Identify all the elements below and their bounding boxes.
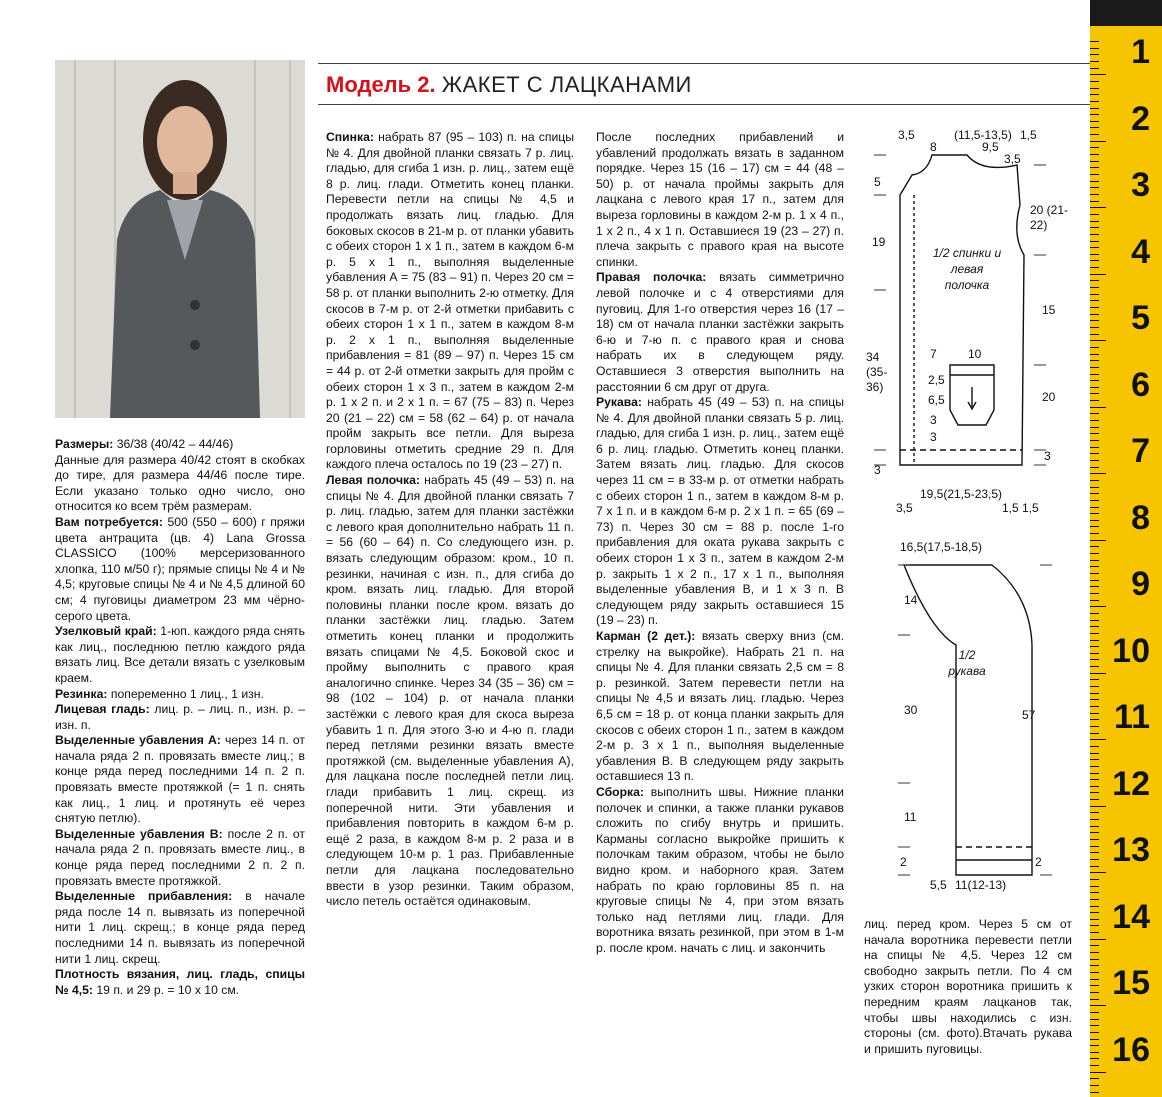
ruler-tick bbox=[1090, 806, 1106, 807]
ruler-tick bbox=[1090, 127, 1099, 128]
paragraph-heading: Вам потребуется: bbox=[55, 514, 163, 529]
ruler-tick bbox=[1090, 440, 1099, 441]
column-1 bbox=[55, 437, 305, 998]
ruler-number: 13 bbox=[1112, 831, 1150, 869]
ruler-tick bbox=[1090, 686, 1099, 687]
col1-paragraph bbox=[55, 702, 305, 733]
col1-paragraph bbox=[55, 967, 305, 998]
body-pattern-diagram bbox=[862, 125, 1082, 525]
ruler-tick bbox=[1090, 919, 1099, 920]
ruler-tick bbox=[1090, 906, 1099, 907]
ruler-tick bbox=[1090, 886, 1099, 887]
ruler-tick bbox=[1090, 161, 1099, 162]
ruler-tick bbox=[1090, 699, 1099, 700]
ruler-tick bbox=[1090, 832, 1099, 833]
schema-body-label: 1/2 спинки и левая полочка bbox=[932, 246, 1002, 292]
measuring-ruler bbox=[1090, 0, 1162, 1097]
col3-paragraph bbox=[596, 785, 844, 957]
ruler-tick bbox=[1090, 753, 1099, 754]
dim-pocket-2: 10 bbox=[968, 347, 982, 361]
ruler-tick bbox=[1090, 174, 1099, 175]
dim-left-4: 3 bbox=[874, 463, 881, 477]
ruler-tick bbox=[1090, 640, 1099, 641]
paragraph-heading: Выделенные прибавления: bbox=[55, 889, 233, 904]
ruler-number: 5 bbox=[1131, 299, 1150, 337]
sleeve-pattern-diagram bbox=[880, 535, 1080, 900]
ruler-number: 1 bbox=[1131, 33, 1150, 71]
sleeve-dim-top: 16,5(17,5-18,5) bbox=[900, 540, 983, 554]
ruler-tick bbox=[1090, 580, 1099, 581]
sleeve-dim-left-4: 2 bbox=[900, 855, 907, 869]
col3-paragraph bbox=[596, 130, 844, 270]
ruler-tick bbox=[1090, 181, 1099, 182]
ruler-tick bbox=[1090, 739, 1106, 740]
ruler-tick bbox=[1090, 786, 1099, 787]
ruler-tick bbox=[1090, 733, 1099, 734]
ruler-tick bbox=[1090, 1058, 1099, 1059]
ruler-tick bbox=[1090, 88, 1099, 89]
ruler-tick bbox=[1090, 673, 1106, 674]
ruler-tick bbox=[1090, 108, 1099, 109]
ruler-tick bbox=[1090, 447, 1099, 448]
ruler-tick bbox=[1090, 666, 1099, 667]
ruler-tick bbox=[1090, 912, 1099, 913]
col3-paragraph bbox=[596, 395, 844, 629]
ruler-tick bbox=[1090, 234, 1099, 235]
ruler-tick bbox=[1090, 221, 1099, 222]
ruler-tick bbox=[1090, 68, 1099, 69]
ruler-tick bbox=[1090, 294, 1099, 295]
paragraph-text: вязать симметрично левой полочке и с 4 отверстиями для пуговиц. Для 1-го отверстия через 16 (17 – 18) см от начала планки застёжки закрыть 6-ю и 7-ю п. с правого края и снова набрать их в следующем ряду. Оставшиеся 3 отверстия выполнить на расстоянии 6 см друг от друга. bbox=[596, 270, 844, 394]
col4-paragraph bbox=[864, 917, 1072, 1057]
ruler-tick bbox=[1090, 241, 1099, 242]
ruler-tick bbox=[1090, 247, 1099, 248]
ruler-tick bbox=[1090, 713, 1099, 714]
paragraph-heading: Резинка: bbox=[55, 686, 108, 701]
ruler-tick bbox=[1090, 866, 1099, 867]
sleeve-dim-left-2: 30 bbox=[904, 703, 918, 717]
ruler-tick bbox=[1090, 507, 1099, 508]
col2-paragraph bbox=[326, 473, 574, 910]
ruler-tick bbox=[1090, 94, 1099, 95]
sleeve-dim-bottom-2: 11(12-13) bbox=[955, 878, 1007, 892]
ruler-tick bbox=[1090, 1072, 1106, 1073]
ruler-tick bbox=[1090, 646, 1099, 647]
ruler-tick bbox=[1090, 340, 1106, 341]
ruler-tick bbox=[1090, 513, 1099, 514]
ruler-tick bbox=[1090, 400, 1099, 401]
ruler-tick bbox=[1090, 979, 1099, 980]
ruler-number: 9 bbox=[1131, 565, 1150, 603]
ruler-tick bbox=[1090, 387, 1099, 388]
ruler-tick bbox=[1090, 566, 1099, 567]
dim-pocket-1: 7 bbox=[930, 347, 937, 361]
ruler-tick bbox=[1090, 61, 1099, 62]
ruler-tick bbox=[1090, 965, 1099, 966]
ruler-tick bbox=[1090, 380, 1099, 381]
ruler-tick bbox=[1090, 872, 1106, 873]
paragraph-text: После последних прибавлений и убавлений продолжать вязать в заданном порядке. Через 15 (16 – 17) см = 44 (48 – 50) р. от начала проймы закрыть для лацкана с левого края 17 п., затем для выреза горловины в каждом 2-м р. 1 х 4 п., 1 х 2 п., 4 х 1 п. Оставшиеся 19 (23 – 27) п. плеча закрыть с правого края на высоте спинки. bbox=[596, 130, 844, 269]
ruler-tick bbox=[1090, 121, 1099, 122]
column-4 bbox=[864, 917, 1072, 1057]
dim-pocket-5: 3 bbox=[930, 413, 937, 427]
ruler-top-cap bbox=[1090, 0, 1162, 26]
ruler-tick bbox=[1090, 633, 1099, 634]
ruler-tick bbox=[1090, 1019, 1099, 1020]
ruler-tick bbox=[1090, 267, 1099, 268]
dim-bottom-3: 1,5 bbox=[1002, 501, 1019, 515]
col1-paragraph bbox=[55, 453, 305, 515]
title-rule-top bbox=[318, 63, 1090, 64]
ruler-tick bbox=[1090, 54, 1099, 55]
paragraph-heading: Выделенные убавления В: bbox=[55, 826, 223, 841]
column-2 bbox=[326, 130, 574, 910]
ruler-tick bbox=[1090, 374, 1099, 375]
ruler-tick bbox=[1090, 500, 1099, 501]
ruler-tick bbox=[1090, 280, 1099, 281]
col1-paragraph bbox=[55, 889, 305, 967]
paragraph-heading: Спинка: bbox=[326, 130, 374, 144]
paragraph-text: лиц. р. – лиц. п., изн. р. – изн. п. bbox=[55, 702, 305, 732]
ruler-tick bbox=[1090, 999, 1099, 1000]
ruler-number: 2 bbox=[1131, 99, 1150, 138]
ruler-number: 7 bbox=[1131, 432, 1150, 470]
paragraph-text: вязать сверху вниз (см. стрелку на выкройке). Набрать 21 п. на спицы № 4. Для планки связать 2,5 см = 8 р. резинкой. Затем перевести петли на спицы № 4,5 и вязать лиц. гладью. Через 6,5 см = 18 р. от конца планки закрыть для скосов с обеих сторон 1 п., затем в каждом 2-м р. 3 х 1 п., выполняя выделенные убавления В. В следующем ряду закрыть оставшиеся 13 п. bbox=[596, 629, 844, 784]
ruler-tick bbox=[1090, 81, 1099, 82]
ruler-tick bbox=[1090, 766, 1099, 767]
ruler-number: 14 bbox=[1112, 897, 1150, 936]
ruler-tick bbox=[1090, 613, 1099, 614]
article-title bbox=[326, 72, 692, 98]
ruler-number: 4 bbox=[1131, 232, 1150, 271]
ruler-tick bbox=[1090, 859, 1099, 860]
sleeve-dim-left-3: 11 bbox=[904, 810, 917, 824]
paragraph-text: после 2 п. от начала ряда 2 п. провязать вместе лиц., в конце ряда перед последними 2 п. 2 п. провязать вместе протяжкой. bbox=[55, 826, 305, 888]
ruler-tick bbox=[1090, 327, 1099, 328]
ruler-tick bbox=[1090, 932, 1099, 933]
ruler-tick bbox=[1090, 1052, 1099, 1053]
ruler-tick bbox=[1090, 287, 1099, 288]
ruler-tick bbox=[1090, 307, 1099, 308]
paragraph-heading: Узелковый край: bbox=[55, 624, 157, 639]
column-3 bbox=[596, 130, 844, 956]
sleeve-dim-right-1: 57 bbox=[1022, 708, 1036, 722]
ruler-tick bbox=[1090, 779, 1099, 780]
ruler-tick bbox=[1090, 533, 1099, 534]
ruler-tick bbox=[1090, 114, 1099, 115]
paragraph-heading: Карман (2 дет.): bbox=[596, 629, 696, 643]
col1-paragraph bbox=[55, 437, 305, 453]
dim-top-3: (11,5-13,5) bbox=[954, 128, 1012, 142]
ruler-tick bbox=[1090, 959, 1099, 960]
ruler-tick bbox=[1090, 48, 1099, 49]
paragraph-text: набрать 45 (49 – 53) п. на спицы № 4. Для двойной планки связать 7 р. лиц. гладью, затем для планки застёжки с левого края дополнительно набрать 11 п. = 56 (60 – 64) п. Со следующего изн. р. вязать следующим образом: кром., 10 п. резинки, начиная с изн. п., для сгиба до кром. вязать лиц. гладью. Для второй половины планки после кром. вязать до планки застёжки лиц. гладью. Затем отметить конец планки и продолжить вязать спицами № 4,5. Боковой скос и пройму выполнить с правого края аналогично спинке. Через 34 (35 – 36) см = 98 (102 – 104) р. от начала планки застёжки с левого края для скоса выреза убавить 1 п. Для этого 3-ю и 4-ю п. глади перед петлями резинки вязать вместе протяжкой (см. выделенные убавления А), для лацкана после последней петли лиц. глади прибавить 1 лиц. скрещ. из поперечной нити. Эти убавления и прибавления повторить в каждом 6-м р. ещё 2 раза, в каждом 8-м р. 2 раза и в следующем 10-м р. 1 раз. Прибавленные петли для лацкана последовательно ввести в узор резинки. Таким образом, число петель остаётся одинаковым. bbox=[326, 473, 574, 909]
ruler-tick bbox=[1090, 300, 1099, 301]
ruler-tick bbox=[1090, 147, 1099, 148]
ruler-tick bbox=[1090, 546, 1099, 547]
ruler-tick bbox=[1090, 1005, 1106, 1006]
paragraph-text: Данные для размера 40/42 стоят в скобках до тире, для размера 44/46 после тире. Если указано только одно число, оно относится ко всем трём размерам. bbox=[55, 452, 305, 514]
dim-right-2: 15 bbox=[1042, 303, 1056, 317]
paragraph-text: выполнить швы. Нижние планки полочек и спинки, а также планки рукавов сложить по сгибу внутрь и пришить. Карманы согласно выкройке пришить к полочкам таким образом, чтобы не было видно кром. и наборного края. Затем набрать по краю горловины 85 п. на круговые спицы № 4, при этом вязать только над петлями лиц. глади. Для воротника вязать резинкой, при этом в 1-м р. после кром. начать с лиц. и закончить bbox=[596, 784, 844, 955]
ruler-tick bbox=[1090, 480, 1099, 481]
ruler-tick bbox=[1090, 560, 1099, 561]
ruler-tick bbox=[1090, 1085, 1099, 1086]
ruler-tick bbox=[1090, 659, 1099, 660]
ruler-tick bbox=[1090, 334, 1099, 335]
ruler-tick bbox=[1090, 706, 1099, 707]
ruler-number: 8 bbox=[1131, 498, 1150, 537]
ruler-tick bbox=[1090, 467, 1099, 468]
ruler-number: 6 bbox=[1131, 365, 1150, 404]
ruler-tick bbox=[1090, 167, 1099, 168]
ruler-tick bbox=[1090, 520, 1099, 521]
ruler-tick bbox=[1090, 773, 1099, 774]
ruler-tick bbox=[1090, 553, 1099, 554]
ruler-tick bbox=[1090, 320, 1099, 321]
ruler-tick bbox=[1090, 360, 1099, 361]
dim-right-1: 20 (21-22) bbox=[1030, 203, 1069, 232]
ruler-tick bbox=[1090, 653, 1099, 654]
sleeve-dim-right-2: 2 bbox=[1035, 855, 1042, 869]
ruler-tick bbox=[1090, 407, 1106, 408]
dim-pocket-4: 6,5 bbox=[928, 393, 945, 407]
ruler-tick bbox=[1090, 746, 1099, 747]
col1-paragraph bbox=[55, 687, 305, 703]
ruler-number: 11 bbox=[1114, 698, 1150, 736]
ruler-tick bbox=[1090, 846, 1099, 847]
paragraph-heading: Левая полочка: bbox=[326, 473, 420, 488]
dim-top-2: 8 bbox=[930, 140, 937, 154]
paragraph-text: лиц. перед кром. Через 5 см от начала воротника перевести петли на спицы № 4,5. Через 12 см свободно закрыть петли. По 4 см узких сторон воротника пришить к передним краям лацканов так, чтобы швы находились с изн. стороны (см. фото).Втачать рукава и пришить пуговицы. bbox=[864, 917, 1072, 1056]
ruler-tick bbox=[1090, 925, 1099, 926]
ruler-tick bbox=[1090, 493, 1099, 494]
title-rule-bottom bbox=[318, 104, 1090, 105]
ruler-tick bbox=[1090, 74, 1106, 75]
ruler-tick bbox=[1090, 1065, 1099, 1066]
col3-paragraph bbox=[596, 270, 844, 395]
sleeve-dim-left-1: 14 bbox=[904, 593, 918, 607]
ruler-tick bbox=[1090, 992, 1099, 993]
ruler-tick bbox=[1090, 600, 1099, 601]
ruler-number: 15 bbox=[1112, 964, 1150, 1002]
schema-sleeve-label: 1/2 рукава bbox=[948, 648, 986, 678]
ruler-tick bbox=[1090, 260, 1099, 261]
ruler-tick bbox=[1090, 952, 1099, 953]
ruler-tick bbox=[1090, 134, 1099, 135]
ruler-tick bbox=[1090, 473, 1106, 474]
paragraph-text: 1-юп. каждого ряда снять как лиц., последнюю петлю каждого ряда вязать лиц. Все детали вязать с узелковым краем. bbox=[55, 624, 305, 685]
ruler-tick bbox=[1090, 826, 1099, 827]
dim-bottom-4: 1,5 bbox=[1022, 501, 1039, 515]
ruler-tick bbox=[1090, 487, 1099, 488]
ruler-tick bbox=[1090, 879, 1099, 880]
ruler-tick bbox=[1090, 314, 1099, 315]
schema-body bbox=[862, 125, 1082, 525]
dim-pocket-6: 3 bbox=[930, 430, 937, 444]
ruler-tick bbox=[1090, 460, 1099, 461]
paragraph-text: 19 п. и 29 р. = 10 х 10 см. bbox=[92, 982, 240, 997]
model-photo bbox=[55, 60, 305, 418]
dim-top-5: 1,5 bbox=[1020, 128, 1037, 142]
dim-left-1: 5 bbox=[874, 175, 881, 189]
ruler-tick bbox=[1090, 427, 1099, 428]
title-name: ЖАКЕТ С ЛАЦКАНАМИ bbox=[441, 72, 692, 97]
ruler-tick bbox=[1090, 207, 1106, 208]
dim-top-1: 3,5 bbox=[898, 128, 915, 142]
ruler-tick bbox=[1090, 367, 1099, 368]
ruler-tick bbox=[1090, 726, 1099, 727]
ruler-tick bbox=[1090, 101, 1099, 102]
ruler-tick bbox=[1090, 393, 1099, 394]
ruler-tick bbox=[1090, 573, 1099, 574]
ruler-tick bbox=[1090, 1039, 1099, 1040]
col3-paragraph bbox=[596, 629, 844, 785]
paragraph-text: 36/38 (40/42 – 44/46) bbox=[113, 437, 234, 451]
ruler-tick bbox=[1090, 1092, 1099, 1093]
ruler-tick bbox=[1090, 839, 1099, 840]
dim-right-4: 3 bbox=[1044, 449, 1051, 463]
ruler-tick bbox=[1090, 593, 1099, 594]
col1-paragraph bbox=[55, 733, 305, 827]
ruler-tick bbox=[1090, 1045, 1099, 1046]
ruler-tick bbox=[1090, 194, 1099, 195]
ruler-tick bbox=[1090, 606, 1106, 607]
ruler-tick bbox=[1090, 792, 1099, 793]
ruler-tick bbox=[1090, 254, 1099, 255]
ruler-tick bbox=[1090, 799, 1099, 800]
col1-paragraph bbox=[55, 624, 305, 686]
paragraph-text: 500 (550 – 600) г пряжи цвета антрацита (цв. 4) Lana Grossa CLASSICO (100% мерсеризованного хлопка, 110 м/50 г); прямые спицы № 4 и № 4,5; круговые спицы № 4 и № 4,5 длиной 60 см; 4 пуговицы диаметром 23 мм чёрно-серого цвета. bbox=[55, 514, 305, 623]
ruler-tick bbox=[1090, 214, 1099, 215]
ruler-tick bbox=[1090, 433, 1099, 434]
ruler-tick bbox=[1090, 679, 1099, 680]
paragraph-text: набрать 45 (49 – 53) п. на спицы № 4. Для двойной планки связать 5 р. лиц. гладью, для сгиба 1 изн. р. лиц., затем ещё 6 р. лиц. гладью. Отметить конец планки. Затем вязать лиц. гладью. Для скосов через 11 см = в 33-м р. от отметки набрать с обеих сторон 1 п., затем в каждом 8-м р. 7 х 1 п. и в каждом 6-м р. 2 х 1 п. = 65 (69 – 73) п. Через 30 см = 88 р. после 1-го прибавления для оката рукава закрыть с обеих сторон 1 х 3 п., затем в каждом 2-м р. закрыть 1 х 2 п., 17 х 1 п., выполняя выделенные убавления В, и 1 х 3 п. В следующем ряду закрыть оставшиеся 15 (19 – 23) п. bbox=[596, 395, 844, 628]
ruler-tick bbox=[1090, 899, 1099, 900]
ruler-number: 3 bbox=[1131, 166, 1150, 204]
ruler-tick bbox=[1090, 1078, 1099, 1079]
ruler-tick bbox=[1090, 227, 1099, 228]
ruler-tick bbox=[1090, 586, 1099, 587]
paragraph-heading: Лицевая гладь: bbox=[55, 702, 150, 717]
paragraph-text: в начале ряда после 14 п. вывязать из поперечной нити 1 лиц. скрещ.; в конце ряда перед последними 14 п. вывязать из поперечной нити 1 лиц. скрещ. bbox=[55, 889, 305, 966]
ruler-tick bbox=[1090, 540, 1106, 541]
paragraph-heading: Плотность вязания, лиц. гладь, спицы № 4,5: bbox=[55, 967, 305, 997]
paragraph-heading: Рукава: bbox=[596, 395, 642, 410]
paragraph-text: попеременно 1 лиц., 1 изн. bbox=[107, 686, 264, 701]
ruler-tick bbox=[1090, 1025, 1099, 1026]
dim-left-3: 34 (35- 36) bbox=[866, 350, 888, 394]
dim-pocket-3: 2,5 bbox=[928, 373, 945, 387]
sleeve-dim-bottom-1: 5,5 bbox=[930, 878, 947, 892]
dim-bottom-2: 19,5(21,5-23,5) bbox=[920, 487, 1003, 501]
ruler-tick bbox=[1090, 41, 1099, 42]
ruler-tick bbox=[1090, 626, 1099, 627]
ruler-tick bbox=[1090, 812, 1099, 813]
ruler-tick bbox=[1090, 892, 1099, 893]
ruler-number: 10 bbox=[1112, 631, 1150, 670]
ruler-tick bbox=[1090, 759, 1099, 760]
paragraph-heading: Правая полочка: bbox=[596, 270, 707, 285]
woman-in-jacket-illustration bbox=[55, 60, 305, 418]
col1-paragraph bbox=[55, 827, 305, 889]
dim-bottom-1: 3,5 bbox=[896, 501, 913, 515]
paragraph-heading: Размеры: bbox=[55, 437, 114, 451]
ruler-tick bbox=[1090, 154, 1099, 155]
paragraph-text: набрать 87 (95 – 103) п. на спицы № 4. Для двойной планки связать 7 р. лиц. гладью, для сгиба 1 изн. р. лиц., затем ещё 8 р. лиц. глади. Отметить конец планки. Перевести петли на спицы № 4,5 и продолжать вязать лиц. гладью. Для боковых скосов в 21-м р. от планки убавить с обеих сторон 1 х 1 п., затем в каждом 6-м р. 5 х 1 п., выполняя выделенные убавления А = 75 (83 – 91) п. Через 20 см = 58 р. от планки выполнить 2-ю отметку. Для скосов в 7-м р. от 2-й отметки прибавить с обеих сторон 1 х 1 п., затем в каждом 8-м р. 2 х 1 п., выполняя выделенные прибавления = 81 (89 – 97) п. Через 15 см = 44 р. от 2-й отметки закрыть для пройм с обеих сторон 1 х 3 п., затем в каждом 2-м р. 1 х 2 п. и 2 х 1 п. = 67 (75 – 83) п. Через 20 (21 – 22) см = 58 (62 – 64) р. от начала пройм закрыть все петли. Для выреза горловины отметить средние 29 п. Для каждого плеча осталось по 19 (23 – 27) п. bbox=[326, 130, 574, 472]
ruler-tick bbox=[1090, 453, 1099, 454]
ruler-tick bbox=[1090, 939, 1106, 940]
ruler-tick bbox=[1090, 1012, 1099, 1013]
ruler-tick bbox=[1090, 201, 1099, 202]
paragraph-text: через 14 п. от начала ряда 2 п. провязать вместе лиц.; в конце ряда перед последними 14 п. 2 п. провязать вместе протяжкой (= 1 п. снять как лиц., 1 лиц. и протянуть её через снятую петлю). bbox=[55, 733, 305, 826]
ruler-tick bbox=[1090, 719, 1099, 720]
ruler-tick bbox=[1090, 852, 1099, 853]
ruler-tick bbox=[1090, 347, 1099, 348]
title-model-number: Модель 2. bbox=[326, 72, 436, 97]
ruler-tick bbox=[1090, 413, 1099, 414]
ruler-tick bbox=[1090, 354, 1099, 355]
schema-sleeve bbox=[880, 535, 1080, 900]
ruler-tick bbox=[1090, 274, 1106, 275]
ruler-tick bbox=[1090, 620, 1099, 621]
col1-paragraph bbox=[55, 515, 305, 624]
dim-left-2: 19 bbox=[872, 235, 886, 249]
ruler-tick bbox=[1090, 141, 1106, 142]
dim-top-6: 3,5 bbox=[1004, 152, 1021, 166]
dim-right-3: 20 bbox=[1042, 390, 1056, 404]
ruler-tick bbox=[1090, 1032, 1099, 1033]
ruler-tick bbox=[1090, 945, 1099, 946]
ruler-tick bbox=[1090, 526, 1099, 527]
paragraph-heading: Выделенные убавления А: bbox=[55, 733, 221, 748]
ruler-tick bbox=[1090, 420, 1099, 421]
ruler-tick bbox=[1090, 819, 1099, 820]
ruler-number: 16 bbox=[1112, 1030, 1150, 1069]
ruler-tick bbox=[1090, 985, 1099, 986]
ruler-tick bbox=[1090, 187, 1099, 188]
ruler-number: 12 bbox=[1112, 764, 1150, 803]
paragraph-heading: Сборка: bbox=[596, 784, 644, 799]
ruler-tick bbox=[1090, 693, 1099, 694]
col2-paragraph bbox=[326, 130, 574, 473]
ruler-tick bbox=[1090, 972, 1099, 973]
dim-top-4: 9,5 bbox=[982, 140, 999, 154]
